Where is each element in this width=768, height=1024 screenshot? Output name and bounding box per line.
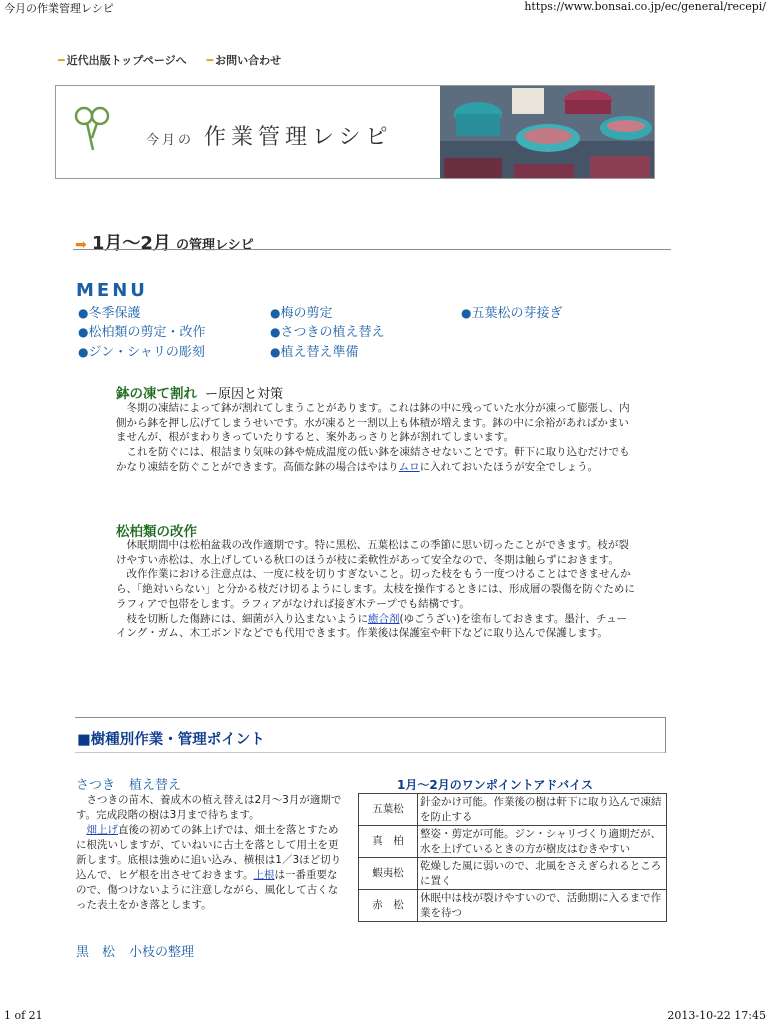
article1-title: 鉢の凍て割れ <box>116 386 197 402</box>
satsuki-heading <box>76 774 181 793</box>
advice-table <box>358 793 667 922</box>
section-header-big: 1月～2月 <box>91 233 171 254</box>
menu-item-jin-shari[interactable]: ●ジン・シャリの彫刻 <box>78 345 205 360</box>
muro-link[interactable]: ムロ <box>398 460 420 473</box>
scissors-icon <box>72 104 112 154</box>
article2-paragraph: 枝を切断した傷跡には、細菌が入り込まないように癒合剤(ゆごうざい)を塗布しておきます。墨汁、チューイング・ガム、木工ボンドなどでも代用できます。作業後は保護室や軒下などに取り込んで保護します。 <box>116 612 628 640</box>
print-footer-page: 1 of 21 <box>4 1009 43 1022</box>
nav-link-home[interactable]: ━ 近代出版トップページへ <box>58 54 187 67</box>
table-row <box>359 890 667 922</box>
divider <box>75 717 665 718</box>
print-header-url: https://www.bonsai.co.jp/ec/general/recepi/ <box>524 0 766 13</box>
banner <box>55 85 655 179</box>
menu-item-winter-protection[interactable]: ●冬季保護 <box>78 306 141 321</box>
advice-species: 五葉松 <box>359 794 418 826</box>
menu-item-ume-pruning[interactable]: ●梅の剪定 <box>270 306 333 321</box>
satsuki-body <box>76 793 346 913</box>
menu-title: MENU <box>76 280 148 301</box>
menu-item-repotting-prep[interactable]: ●植え替え準備 <box>270 345 359 360</box>
menu-item-satsuki-repotting[interactable]: ●さつきの植え替え <box>270 325 385 340</box>
article2-paragraph: 改作作業における注意点は、一度に枝を切りすぎないこと。切った枝をもう一度つけることはできませんから、「絶対いらない」と分かる枝だけ切るようにします。太枝を操作するときには、形成層の裂傷を防ぐためにラフィアで包帯をします。ラフィアがなければ接ぎ木テープでも結構です。 <box>116 568 635 610</box>
article2-title: 松柏類の改作 <box>116 524 197 540</box>
article2-body <box>116 538 636 641</box>
table-row <box>359 794 667 826</box>
article2-paragraph: 休眠期間中は松柏盆栽の改作適期です。特に黒松、五葉松はこの季節に思い切ったことができます。枝が裂けやすい赤松は、水上げしている秋口のほうが枝に柔軟性があって安全なので、冬期は触らずにおきます。 <box>116 539 629 566</box>
article1-body <box>116 401 636 475</box>
advice-species: 真 柏 <box>359 826 418 858</box>
arrow-right-icon: ➡ <box>75 237 87 253</box>
banner-title-text: 作業管理レシピ <box>204 125 393 150</box>
banner-title <box>146 120 392 151</box>
menu-item-conifer-pruning[interactable]: ●松柏類の剪定・改作 <box>78 325 206 340</box>
kuromatsu-subtitle: 小枝の整理 <box>129 945 195 960</box>
advice-text: 休眠中は枝が裂けやすいので、活動期に入るまで作業を待つ <box>418 890 667 922</box>
dash-icon: ━ <box>58 54 65 67</box>
advice-text: 乾燥した風に弱いので、北風をさえぎられるところに置く <box>418 858 667 890</box>
advice-species: 赤 松 <box>359 890 418 922</box>
advice-title: 1月～2月のワンポイントアドバイス <box>397 778 593 792</box>
advice-species: 蝦夷松 <box>359 858 418 890</box>
divider <box>665 717 666 753</box>
section-header <box>75 229 254 255</box>
advice-text: 針金かけ可能。作業後の樹は軒下に取り込んで凍結を防止する <box>418 794 667 826</box>
bonsai-pots-photo <box>440 86 654 178</box>
kuromatsu-title: 黒 松 <box>76 945 116 960</box>
table-row <box>359 826 667 858</box>
uwane-link[interactable]: 上根 <box>253 869 275 881</box>
nav-link-contact[interactable]: ━ お問い合わせ <box>206 54 282 67</box>
article1-paragraph: これを防ぐには、根詰まり気味の鉢や焼成温度の低い鉢を凍結させないことです。軒下に取り込むだけでもかなり凍結を防ぐことができます。高価な鉢の場合はやはりムロに入れておいたほうが安全でしょう。 <box>116 446 630 473</box>
satsuki-paragraph: 畑上げ直後の初めての鉢上げでは、畑土を落とすために根洗いしますが、ていねいに古土を落として用土を更新します。底根は強めに追い込み、横根は1／3ほど切り込んで、ヒゲ根を出させておきます。上根は一番重要なので、傷つけないように注意しながら、風化して古くなった表土をかき落とします。 <box>76 824 342 911</box>
article1-subtitle: ー原因と対策 <box>205 387 284 402</box>
satsuki-title: さつき <box>76 778 116 793</box>
banner-prefix: 今月の <box>146 133 195 148</box>
article1-paragraph: 冬期の凍結によって鉢が割れてしまうことがあります。これは鉢の中に残っていた水分が凍って膨張し、内側から鉢を押し広げてしまうせいです。水が凍ると一割以上も体積が増えます。鉢の中に余裕があればかまいませんが、根がまわりきっていたりすると、案外あっさりと鉢が割れてしまいます。 <box>116 402 630 444</box>
satsuki-paragraph: さつきの苗木、養成木の植え替えは2月～3月が適期です。完成段階の樹は3月まで待ちます。 <box>76 794 342 821</box>
section-header-small: の管理レシピ <box>175 238 254 253</box>
table-row <box>359 858 667 890</box>
section2-title: ■樹種別作業・管理ポイント <box>77 732 265 748</box>
hatake-age-link[interactable]: 畑上げ <box>86 824 118 836</box>
kuromatsu-heading <box>76 941 194 960</box>
menu-item-goyomatsu-grafting[interactable]: ●五葉松の芽接ぎ <box>461 306 563 321</box>
satsuki-subtitle: 植え替え <box>129 778 182 793</box>
top-nav <box>58 52 297 68</box>
advice-text: 整姿・剪定が可能。ジン・シャリづくり適期だが、水を上げているときの方が樹皮はむきやすい <box>418 826 667 858</box>
divider <box>73 249 671 250</box>
dash-icon: ━ <box>206 54 214 67</box>
divider <box>75 752 665 753</box>
print-footer-datetime: 2013-10-22 17:45 <box>667 1009 766 1022</box>
article1-heading <box>116 382 283 402</box>
print-header-title: 今月の作業管理レシピ <box>4 2 114 15</box>
yugozai-link[interactable]: 癒合剤 <box>368 612 400 625</box>
